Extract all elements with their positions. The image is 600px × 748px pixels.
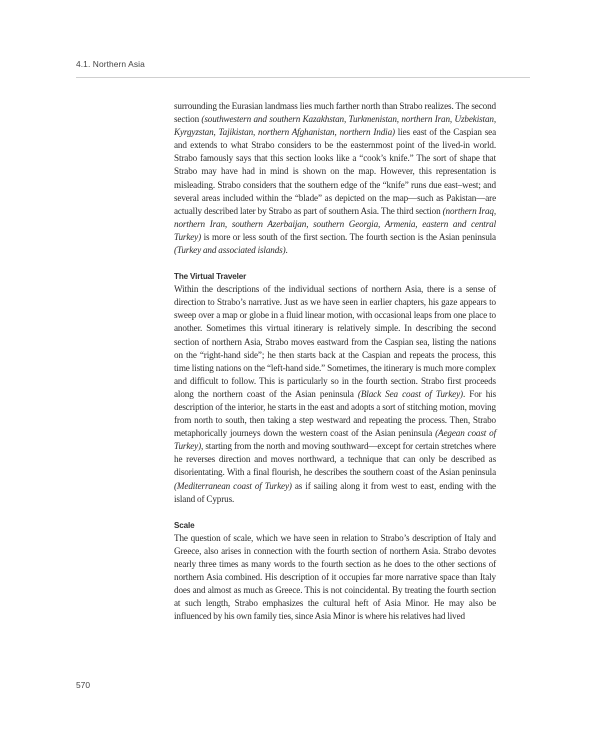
text-run: Within the descriptions of the individual sections of northern Asia, there is a sense of direction to Strabo’s narrative. Just as we have seen in earlier chapters, his gaze appears to sweep over a map or globe in a fluid linear motion, with occasional leaps from one place to another. Sometimes this virtual itinerary is relatively simple. In describing the second section of northern Asia, Strabo moves eastward from the Caspian sea, listing the nations on the “right-hand side”; he then starts back at the Caspian and repeats the process, this time listing nations on the “left-hand side.” Sometimes, the itinerary is much more complex and difficult to follow. This is particularly so in the fourth section. Strabo first proceeds along the northern coast of the Asian peninsula (174, 284, 496, 399)
section-heading-virtual-traveler: The Virtual Traveler (174, 272, 247, 282)
italic-gloss: (northern Iraq, northern Iran, southern Azerbaijan, southern Georgia, Armenia, eastern and central Turkey) (174, 205, 496, 242)
italic-gloss: (Mediterranean coast of Turkey) (174, 480, 292, 491)
text-run: as if sailing along it from west to east, ending with the island of Cyprus. (174, 480, 496, 504)
text-run: is more or less south of the first section. The fourth section is the Asian peninsula (201, 231, 496, 242)
text-run: , starting from the north and moving southward—except for certain stretches where he reverses direction and moves northward, a technique that can only be described as disorientating. With a final flourish, he describes the southern coast of the Asian peninsula (174, 441, 496, 478)
text-run: lies east of the Caspian sea and extends to what Strabo considers to be the easternmost point of the lived-in world. Strabo famously says that this section looks like a “cook’s knife.” The sort of shape that Strabo may have had in mind is shown on the map. However, this representation is misleading. Strabo considers that the southern edge of the “knife” runs due east–west; and several areas included within the “blade” as depicted on the map—such as Pakistan—are actually described later by Strabo as part of southern Asia. The third section (174, 127, 496, 216)
running-head: 4.1. Northern Asia (76, 59, 145, 69)
section-heading-scale: Scale (174, 520, 195, 530)
body-text (174, 100, 496, 623)
continuation-paragraph (174, 100, 496, 257)
text-run: . For his description of the interior, he starts in the east and adopts a sort of stitching motion, moving from north to south, then taking a step westward and repeating the process. Then, Strabo metaphorically journeys down the western coast of the Asian peninsula (174, 388, 496, 439)
virtual-traveler-paragraph (174, 283, 496, 506)
scale-paragraph: The question of scale, which we have seen in relation to Strabo’s description of Italy and Greece, also arises in connection with the fourth section of northern Asia. Strabo devotes nearly three times as many words to the fourth section as he does to the other sections of northern Asia combined. His description of it occupies far more narrative space than Italy does and almost as much as Greece. This is not coincidental. By treating the fourth section at such length, Strabo emphasizes the cultural heft of Asia Minor. He may also be influenced by his own family ties, since Asia Minor is where his relatives had lived (174, 532, 496, 622)
header-rule (76, 77, 530, 78)
italic-gloss: (southwestern and southern Kazakhstan, Turkmenistan, northern Iran, Uzbekistan, Kyrgyzstan, Tajikistan, northern Afghanistan, northern India) (174, 114, 497, 138)
text-run: surrounding the Eurasian landmass lies much farther north than Strabo realizes. The second section (174, 101, 496, 125)
page-number: 570 (76, 680, 90, 690)
italic-gloss: (Turkey and associated islands) (174, 245, 286, 256)
italic-gloss: (Black Sea coast of Turkey) (357, 388, 463, 399)
text-run: . (285, 245, 288, 256)
italic-gloss: (Aegean coast of Turkey) (174, 428, 496, 452)
